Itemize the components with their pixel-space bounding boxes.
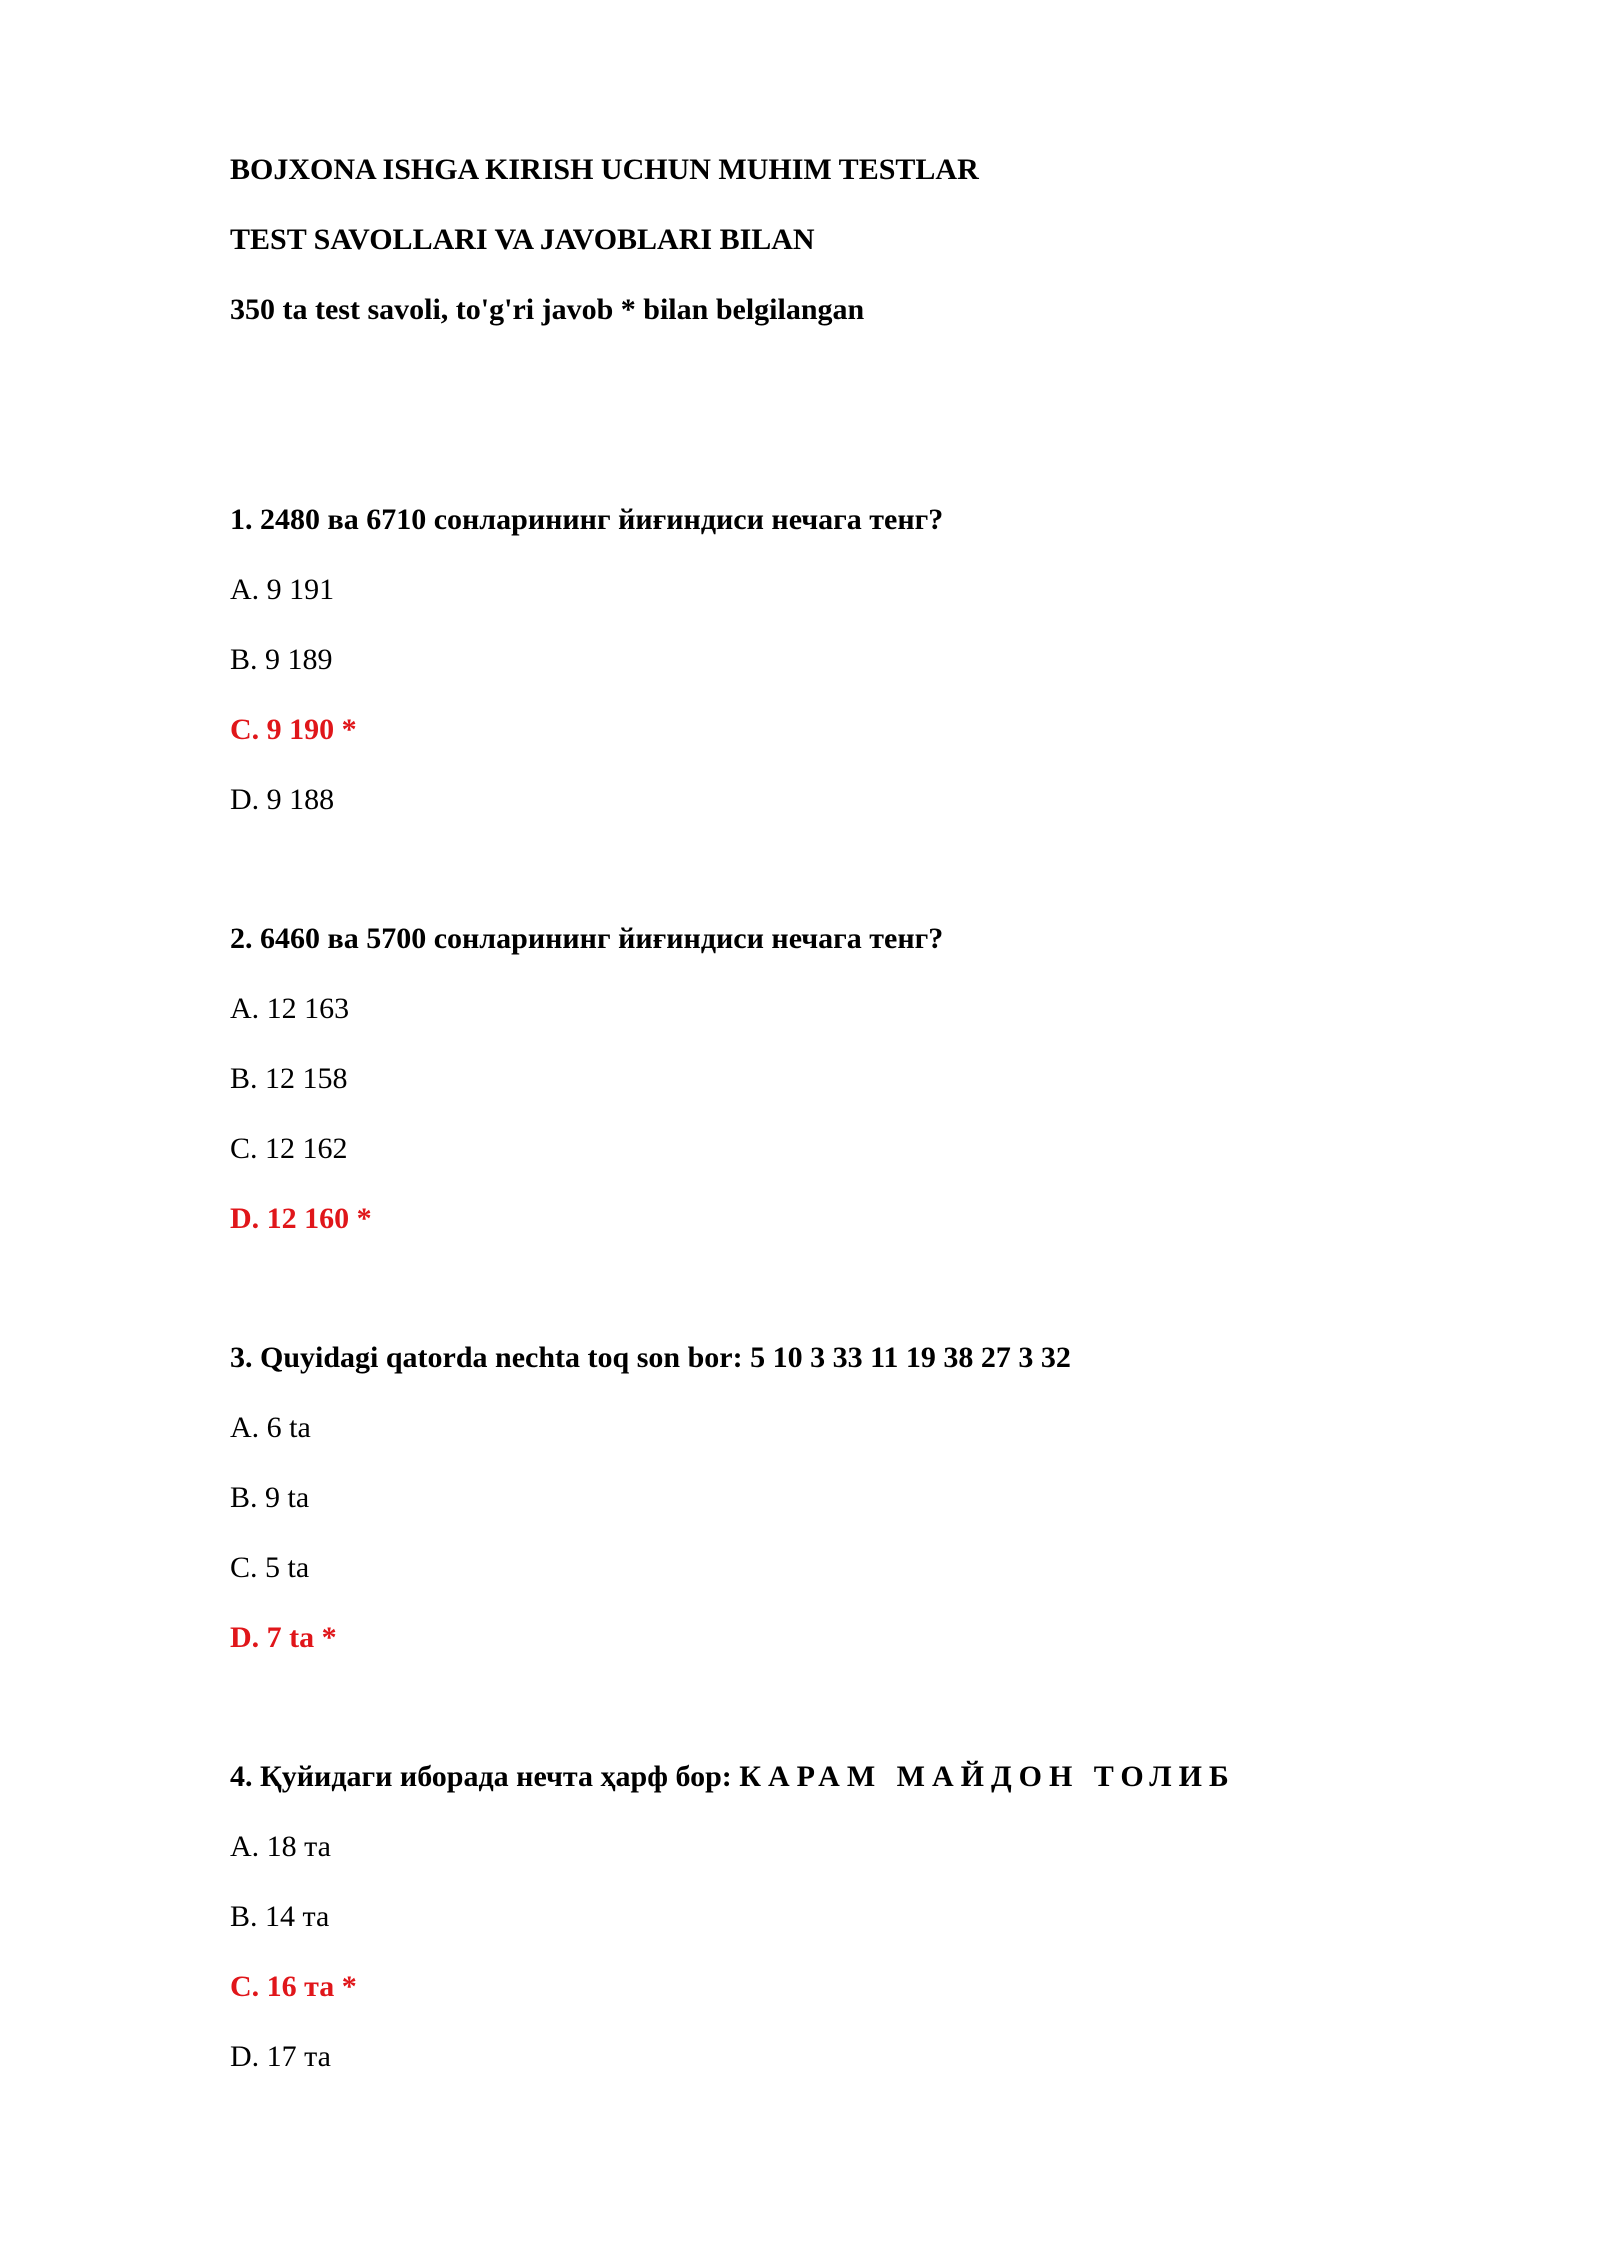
answer-option: A. 9 191 [230,573,335,606]
question-text: 1. 2480 ва 6710 сонларининг йиғиндиси нечага тенг? [230,503,944,536]
answer-option: C. 5 ta [230,1551,310,1584]
answer-option: A. 6 ta [230,1411,311,1444]
answer-option-correct: D. 12 160 * [230,1202,372,1235]
document-title: BOJXONA ISHGA KIRISH UCHUN MUHIM TESTLAR [230,153,979,186]
answer-option: D. 9 188 [230,783,335,816]
answer-option: D. 17 та [230,2040,331,2073]
question-letters: КАРАМ МАЙДОН ТОЛИБ [739,1760,1236,1793]
answer-option-correct: C. 16 та * [230,1970,357,2003]
question-text: 2. 6460 ва 5700 сонларининг йиғиндиси нечага тенг? [230,922,944,955]
answer-option: B. 12 158 [230,1062,348,1095]
answer-option: C. 12 162 [230,1132,348,1165]
answer-option: B. 14 та [230,1900,330,1933]
answer-option-correct: D. 7 ta * [230,1621,337,1654]
document-note: 350 ta test savoli, to'g'ri javob * bilan belgilangan [230,293,865,326]
answer-option: B. 9 ta [230,1481,310,1514]
document-subtitle: TEST SAVOLLARI VA JAVOBLARI BILAN [230,223,815,256]
answer-option: A. 18 та [230,1830,331,1863]
question-text: 3. Quyidagi qatorda nechta toq son bor: 5 10 3 33 11 19 38 27 3 32 [230,1341,1071,1374]
answer-option: A. 12 163 [230,992,350,1025]
question-text [230,1759,1236,1795]
answer-option-correct: C. 9 190 * [230,713,357,746]
question-text-main: 4. Қуйидаги иборада нечта ҳарф бор: [230,1760,732,1793]
answer-option: B. 9 189 [230,643,333,676]
